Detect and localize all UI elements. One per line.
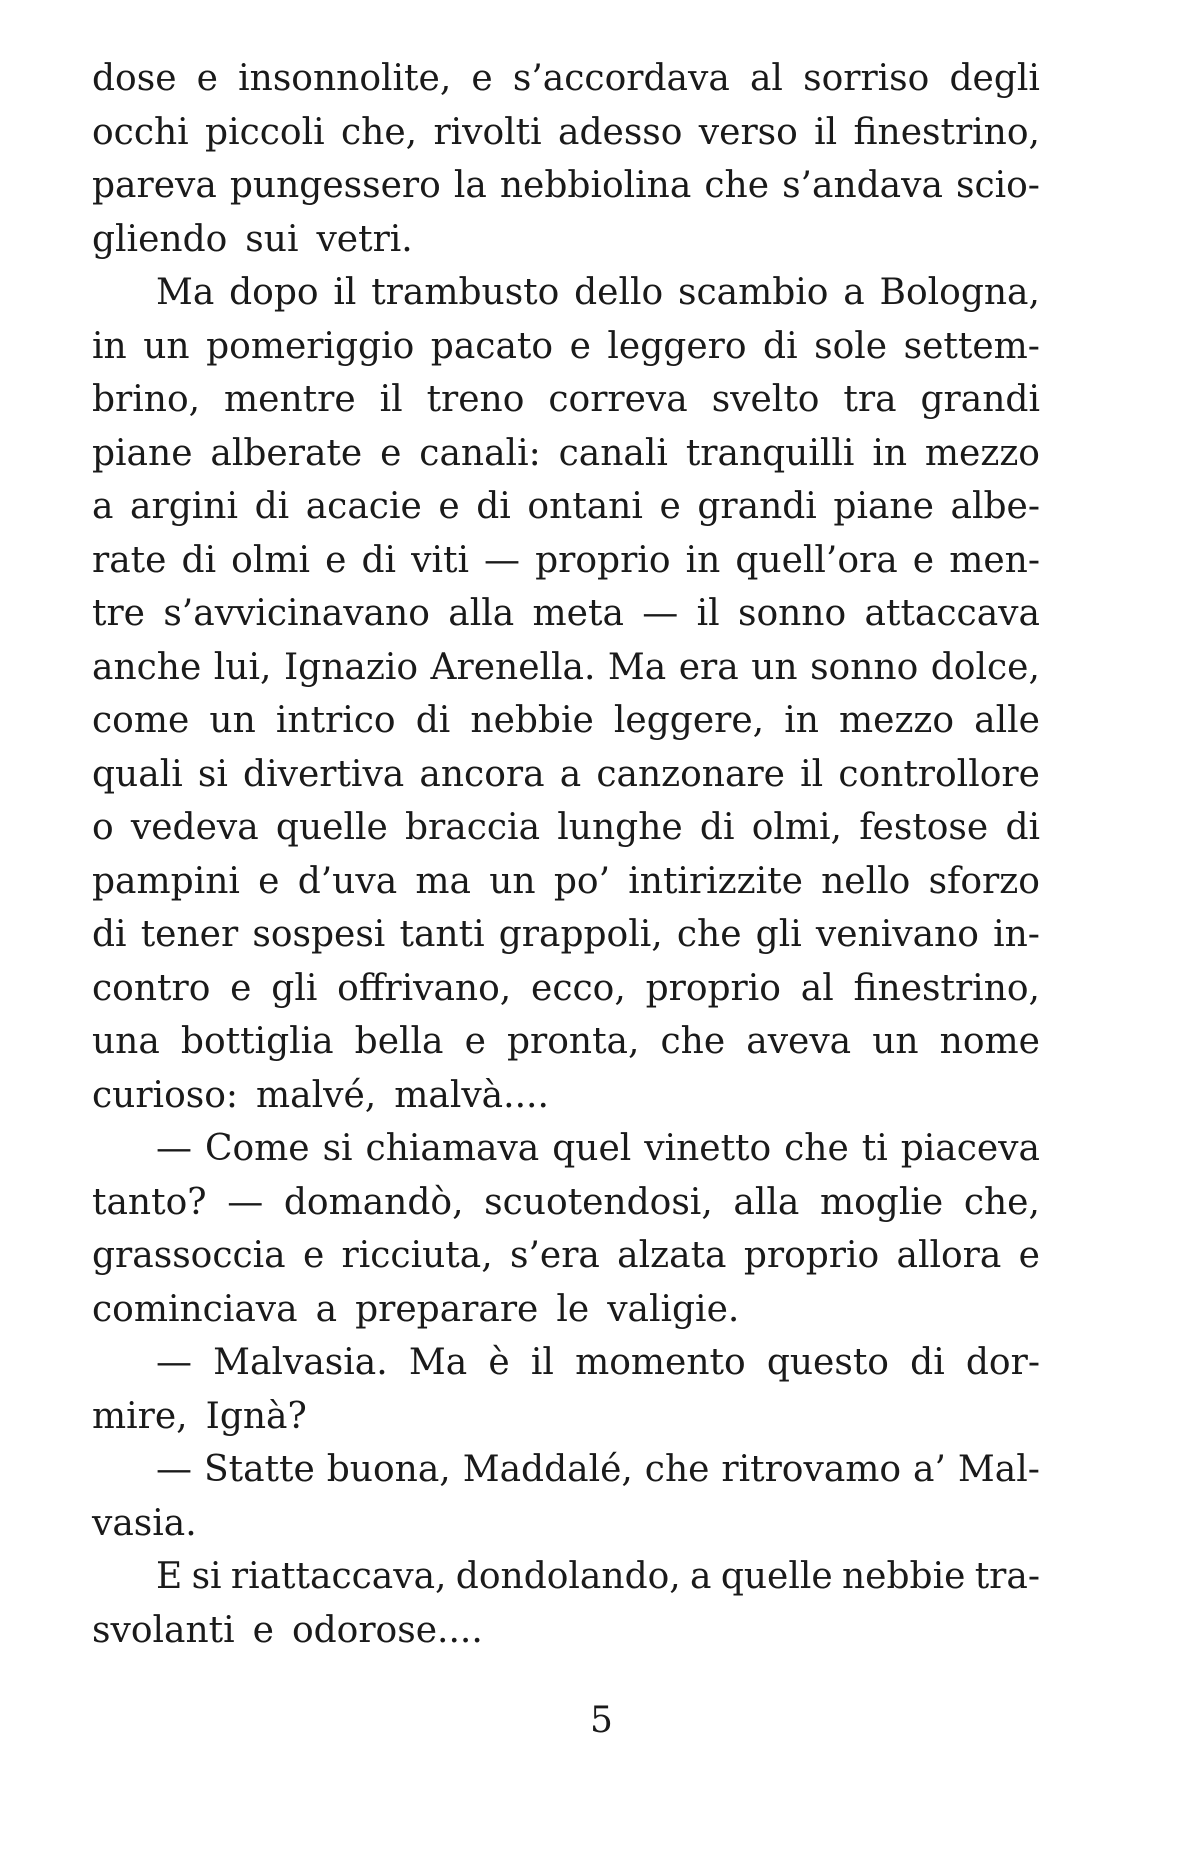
text-line: curioso: malvé, malvà.... xyxy=(92,1074,549,1116)
text-line: — Statte buona, Maddalé, che ritrovamo a’ Mal- xyxy=(156,1449,1040,1490)
paragraph xyxy=(92,52,1040,266)
text-line: pampini e d’uva ma un po’ intirizzite nello sforzo xyxy=(92,860,1040,902)
text-line: — Malvasia. Ma è il momento questo di dor- xyxy=(156,1342,1040,1383)
text-line: di tener sospesi tanti grappoli, che gli venivano in- xyxy=(92,914,1040,955)
text-line: gliendo sui vetri. xyxy=(92,218,413,260)
text-line: quali si divertiva ancora a canzonare il controllore xyxy=(92,753,1040,795)
page-number: 5 xyxy=(590,1700,613,1741)
text-line: tanto? — domandò, scuotendosi, alla moglie che, xyxy=(92,1181,1040,1223)
text-line: — Come si chiamava quel vinetto che ti piaceva xyxy=(156,1128,1040,1169)
paragraph xyxy=(92,266,1040,1122)
text-line: come un intrico di nebbie leggere, in mezzo alle xyxy=(92,700,1040,741)
text-line: brino, mentre il treno correva svelto tra grandi xyxy=(92,379,1040,420)
text-line: svolanti e odorose.... xyxy=(92,1609,483,1651)
text-line: mire, Ignà? xyxy=(92,1395,307,1437)
text-line: piane alberate e canali: canali tranquilli in mezzo xyxy=(92,432,1040,474)
text-line: tre s’avvicinavano alla meta — il sonno attaccava xyxy=(92,593,1040,634)
text-line: anche lui, Ignazio Arenella. Ma era un sonno dolce, xyxy=(92,646,1040,688)
text-line: E si riattaccava, dondolando, a quelle nebbie tra- xyxy=(156,1556,1040,1597)
text-line: contro e gli offrivano, ecco, proprio al finestrino, xyxy=(92,967,1040,1009)
body-text xyxy=(92,52,1040,1657)
text-line: cominciava a preparare le valigie. xyxy=(92,1288,740,1330)
text-line: in un pomeriggio pacato e leggero di sole settem- xyxy=(92,325,1040,367)
text-line: Ma dopo il trambusto dello scambio a Bologna, xyxy=(156,272,1040,313)
text-line: una bottiglia bella e pronta, che aveva un nome xyxy=(92,1021,1040,1062)
text-line: o vedeva quelle braccia lunghe di olmi, festose di xyxy=(92,807,1040,848)
text-line: pareva pungessero la nebbiolina che s’andava scio- xyxy=(92,165,1040,206)
text-line: vasia. xyxy=(92,1502,197,1544)
paragraph xyxy=(92,1550,1040,1657)
text-line: a argini di acacie e di ontani e grandi piane albe- xyxy=(92,486,1040,527)
paragraph xyxy=(92,1122,1040,1336)
paragraph xyxy=(92,1443,1040,1550)
paragraph xyxy=(92,1336,1040,1443)
text-line: occhi piccoli che, rivolti adesso verso il finestrino, xyxy=(92,111,1040,153)
text-line: dose e insonnolite, e s’accordava al sorriso degli xyxy=(92,58,1040,99)
text-line: rate di olmi e di viti — proprio in quell’ora e men- xyxy=(92,539,1040,581)
text-line: grassoccia e ricciuta, s’era alzata proprio allora e xyxy=(92,1235,1040,1276)
